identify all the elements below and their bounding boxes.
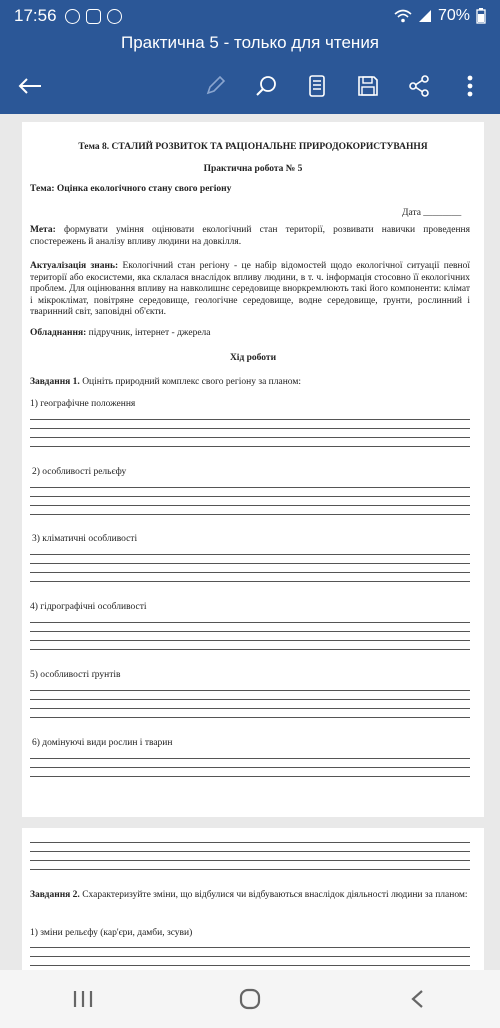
system-nav-bar xyxy=(0,970,500,1028)
document-page-2 xyxy=(22,828,484,970)
actualization-label: Актуалізація знань: xyxy=(30,261,119,271)
goal-label: Мета: xyxy=(30,225,56,235)
answer-line xyxy=(30,842,470,843)
answer-line xyxy=(30,947,470,948)
search-icon xyxy=(255,75,277,97)
theme-line xyxy=(30,184,470,196)
task1-label: Завдання 1. xyxy=(30,377,80,387)
actualization-text: Екологічний стан регіону - це набір відомостей щодо екологічної ситуації певної території або екосистеми, яка склалася внаслідок впливу людини, в т. ч. інформація стосовно її екологічних проблем. Для оцінювання впливу на навколишнє середовище вноркремлюють такі його компоненти: клімат і мікроклімат, повітряне середовище, геологічне середовище, водне середовище, ґрунти, рослинний і тваринний світ, заповідні об'єкти. xyxy=(30,261,471,317)
answer-line xyxy=(30,851,470,852)
work-title: Практична робота № 5 xyxy=(203,164,303,174)
answer-line xyxy=(30,446,470,447)
pencil-icon xyxy=(204,75,226,97)
home-icon xyxy=(239,988,261,1010)
answer-line xyxy=(30,869,470,870)
recent-apps-button[interactable] xyxy=(53,979,113,1019)
back-nav-button[interactable] xyxy=(387,979,447,1019)
answer-line xyxy=(30,956,470,957)
answer-line xyxy=(30,699,470,700)
signal-icon xyxy=(418,9,432,23)
answer-line xyxy=(30,717,470,718)
edit-button[interactable] xyxy=(195,66,235,106)
answer-line xyxy=(30,758,470,759)
answer-line xyxy=(30,708,470,709)
equipment-label: Обладнання: xyxy=(30,328,87,338)
answer-line xyxy=(30,437,470,438)
task1-item-soils: 5) особливості ґрунтів xyxy=(30,670,121,680)
weather-icon xyxy=(107,9,122,24)
task1-item-hydrography: 4) гідрографічні особливості xyxy=(30,602,147,612)
back-chevron-icon xyxy=(410,989,424,1009)
answer-line xyxy=(30,496,470,497)
theme-label: Тема: xyxy=(30,184,55,194)
goal-paragraph xyxy=(30,225,470,248)
task1-line xyxy=(30,377,470,389)
recent-apps-icon xyxy=(72,989,94,1009)
answer-line xyxy=(30,428,470,429)
date-field: Дата ________ xyxy=(402,208,462,218)
equipment-text: підручник, інтернет - джерела xyxy=(88,328,211,338)
battery-icon xyxy=(476,8,486,24)
save-button[interactable] xyxy=(348,66,388,106)
answer-line xyxy=(30,581,470,582)
answer-line xyxy=(30,690,470,691)
reading-mode-button[interactable] xyxy=(297,66,337,106)
reading-mode-icon xyxy=(308,75,326,97)
instagram-icon xyxy=(86,9,101,24)
more-vert-icon xyxy=(467,75,473,97)
answer-line xyxy=(30,965,470,966)
answer-line xyxy=(30,860,470,861)
back-arrow-icon xyxy=(17,76,43,96)
notification-icons xyxy=(65,9,122,24)
viber-icon xyxy=(65,9,80,24)
task2-label: Завдання 2. xyxy=(30,890,80,900)
more-options-button[interactable] xyxy=(450,66,490,106)
answer-line xyxy=(30,563,470,564)
document-page-1 xyxy=(22,122,484,817)
task1-text: Оцініть природний комплекс свого регіону за планом: xyxy=(82,377,302,387)
task2-item-relief-changes: 1) зміни рельєфу (кар'єри, дамби, зсуви) xyxy=(30,928,193,938)
goal-text: формувати уміння оцінювати екологічний стан території, розвивати навички проведення спостережень й аналізу впливу людини на довкілля. xyxy=(30,225,470,247)
home-button[interactable] xyxy=(220,979,280,1019)
task2-paragraph xyxy=(30,890,470,902)
battery-level: 70% xyxy=(437,7,470,24)
status-time: 17:56 xyxy=(14,6,57,25)
document-title: Практична 5 - только для чтения xyxy=(0,32,500,58)
answer-line xyxy=(30,776,470,777)
share-icon xyxy=(408,75,430,97)
task1-item-geo-position: 1) географічне положення xyxy=(30,399,136,409)
answer-line xyxy=(30,649,470,650)
share-button[interactable] xyxy=(399,66,439,106)
answer-line xyxy=(30,631,470,632)
answer-line xyxy=(30,514,470,515)
answer-line xyxy=(30,640,470,641)
wifi-icon xyxy=(394,9,412,23)
task1-item-relief: 2) особливості рельєфу xyxy=(32,467,127,477)
search-button[interactable] xyxy=(246,66,286,106)
answer-line xyxy=(30,622,470,623)
save-icon xyxy=(357,75,379,97)
course-title: Хід роботи xyxy=(229,353,277,363)
task2-text: Схарактеризуйте зміни, що відбулися чи відбуваються внаслідок діяльності людини за планом: xyxy=(82,890,468,900)
answer-line xyxy=(30,419,470,420)
status-bar xyxy=(0,0,500,32)
answer-line xyxy=(30,767,470,768)
task1-item-flora-fauna: 6) домінуючі види рослин і тварин xyxy=(32,738,173,748)
task1-item-climate: 3) кліматичні особливості xyxy=(32,534,138,544)
app-toolbar xyxy=(0,58,500,114)
actualization-paragraph xyxy=(30,261,470,319)
equipment-line xyxy=(30,328,470,340)
answer-line xyxy=(30,487,470,488)
answer-line xyxy=(30,572,470,573)
answer-line xyxy=(30,505,470,506)
topic-header: Тема 8. СТАЛИЙ РОЗВИТОК ТА РАЦІОНАЛЬНЕ ПРИРОДОКОРИСТУВАННЯ xyxy=(78,142,428,152)
theme-text: Оцінка екологічного стану свого регіону xyxy=(56,184,232,194)
back-button[interactable] xyxy=(10,66,50,106)
answer-line xyxy=(30,554,470,555)
